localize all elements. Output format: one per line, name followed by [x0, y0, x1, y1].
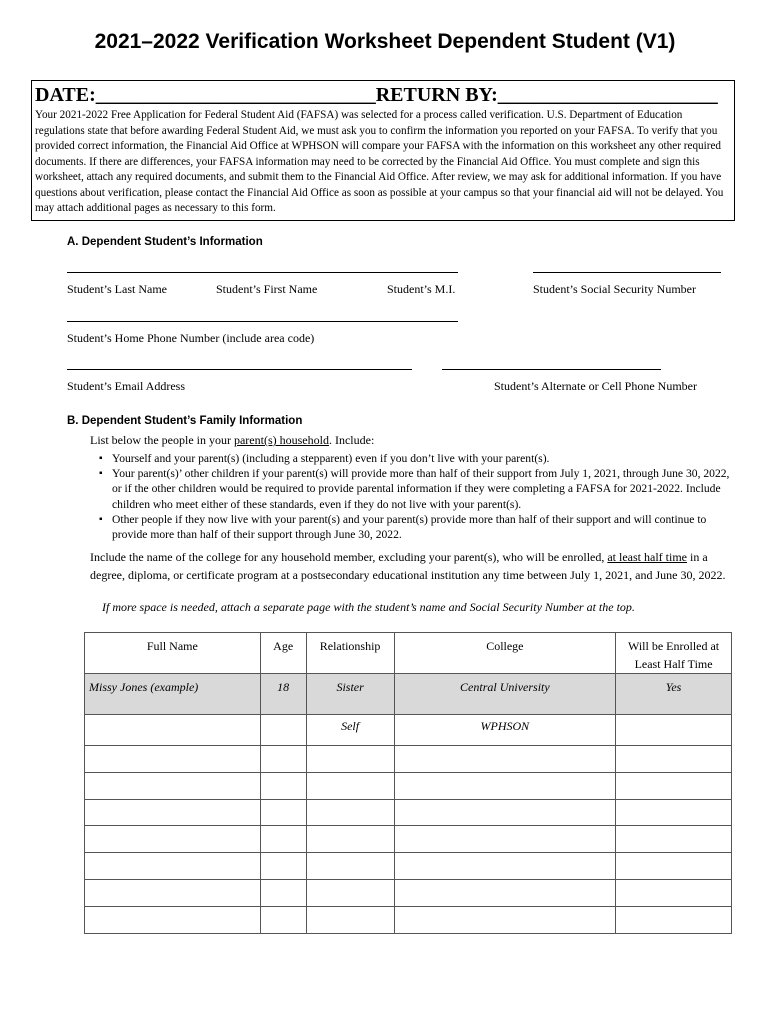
cell-half-time[interactable]	[616, 906, 732, 933]
cell-college[interactable]	[394, 906, 616, 933]
cell-name[interactable]	[85, 906, 261, 933]
cell-half-time[interactable]	[616, 853, 732, 880]
cell-age[interactable]	[260, 772, 306, 799]
extra-space-note: If more space is needed, attach a separate page with the student’s name and Social Security Number at the top.	[102, 600, 635, 614]
cell-half-time: Yes	[616, 674, 732, 715]
cell-age[interactable]	[260, 746, 306, 773]
half-time-text: at least half time	[607, 550, 687, 564]
student-name-field[interactable]	[67, 272, 458, 273]
home-phone-field[interactable]	[67, 321, 458, 322]
mi-label: Student’s M.I.	[387, 282, 456, 296]
college-text-end: in a degree, diploma, or certificate program at a postsecondary educational institution any time between July 1, 2021, and June 30, 2022.	[90, 550, 726, 582]
table-row[interactable]	[85, 879, 732, 906]
table-row[interactable]	[85, 853, 732, 880]
cell-relationship[interactable]	[306, 746, 394, 773]
household-table	[84, 632, 732, 934]
last-name-label: Student’s Last Name	[67, 282, 167, 296]
cell-college[interactable]: WPHSON	[394, 715, 616, 746]
cell-half-time[interactable]	[616, 799, 732, 826]
household-intro-text: List below the people in your	[90, 433, 234, 447]
date-return-line[interactable]: DATE:____________________________RETURN BY:______________________	[35, 84, 718, 106]
cell-college[interactable]	[394, 746, 616, 773]
table-row[interactable]	[85, 772, 732, 799]
cell-name[interactable]	[85, 715, 261, 746]
cell-age[interactable]	[260, 799, 306, 826]
cell-name[interactable]	[85, 799, 261, 826]
table-row[interactable]	[85, 746, 732, 773]
alt-phone-label: Student’s Alternate or Cell Phone Number	[494, 379, 697, 393]
section-a-heading: A. Dependent Student’s Information	[67, 236, 263, 248]
first-name-label: Student’s First Name	[216, 282, 318, 296]
cell-name[interactable]	[85, 826, 261, 853]
cell-name[interactable]	[85, 746, 261, 773]
cell-half-time[interactable]	[616, 826, 732, 853]
table-row[interactable]	[85, 799, 732, 826]
household-intro	[90, 431, 736, 449]
home-phone-label: Student’s Home Phone Number (include area code)	[67, 331, 315, 345]
cell-half-time[interactable]	[616, 879, 732, 906]
cell-college[interactable]	[394, 799, 616, 826]
cell-name: Missy Jones (example)	[85, 674, 261, 715]
intro-paragraph: Your 2021-2022 Free Application for Federal Student Aid (FAFSA) was selected for a process called verification. U.S. Department of Education regulations state that before awarding Federal Student Aid, we must ask you to confirm the information you reported on your FAFSA. To verify that you provided correct information, the Financial Aid Office at WPHSON will compare your FAFSA with the information on this worksheet any other required documents. If there are differences, your FAFSA information may need to be corrected by the Financial Aid Office. You must complete and sign this worksheet, attach any required documents, and submit them to the Financial Aid Office. After review, we may ask for additional information. If you have questions about verification, please contact the Financial Aid Office as soon as possible at your campus so that your financial aid will not be delayed. You may attach additional pages as necessary to this form.	[35, 109, 724, 214]
cell-age[interactable]	[260, 906, 306, 933]
cell-age: 18	[260, 674, 306, 715]
household-intro-end: . Include:	[328, 433, 375, 447]
intro-box	[31, 80, 735, 221]
col-full-name: Full Name	[85, 633, 261, 674]
cell-age[interactable]	[260, 826, 306, 853]
bullet-item: ▪ Yourself and your parent(s) (including a stepparent) even if you don’t live with your parent(s).	[99, 451, 735, 466]
cell-name[interactable]	[85, 772, 261, 799]
col-relationship: Relationship	[306, 633, 394, 674]
cell-relationship[interactable]	[306, 853, 394, 880]
student-ssn-field[interactable]	[533, 272, 721, 273]
table-row[interactable]	[85, 715, 732, 746]
cell-half-time[interactable]	[616, 746, 732, 773]
section-b-heading: B. Dependent Student’s Family Information	[67, 415, 303, 427]
cell-name[interactable]	[85, 853, 261, 880]
cell-relationship[interactable]	[306, 772, 394, 799]
cell-relationship: Sister	[306, 674, 394, 715]
cell-college[interactable]	[394, 826, 616, 853]
page-title: 2021–2022 Verification Worksheet Dependent Student (V1)	[94, 30, 676, 53]
ssn-label: Student’s Social Security Number	[533, 282, 696, 296]
cell-college[interactable]	[394, 772, 616, 799]
cell-relationship[interactable]: Self	[306, 715, 394, 746]
cell-name[interactable]	[85, 879, 261, 906]
cell-college[interactable]	[394, 879, 616, 906]
table-row[interactable]	[85, 826, 732, 853]
cell-college[interactable]	[394, 853, 616, 880]
cell-age[interactable]	[260, 853, 306, 880]
cell-relationship[interactable]	[306, 879, 394, 906]
cell-relationship[interactable]	[306, 906, 394, 933]
cell-relationship[interactable]	[306, 826, 394, 853]
household-bullets	[99, 451, 735, 542]
cell-half-time[interactable]	[616, 715, 732, 746]
col-half-time: Will be Enrolled at Least Half Time	[616, 633, 732, 674]
col-college: College	[394, 633, 616, 674]
email-label: Student’s Email Address	[67, 379, 185, 393]
email-field[interactable]	[67, 369, 412, 370]
table-row[interactable]	[85, 906, 732, 933]
cell-age[interactable]	[260, 879, 306, 906]
col-age: Age	[260, 633, 306, 674]
household-link-text: parent(s) household	[233, 433, 329, 447]
cell-college: Central University	[394, 674, 616, 715]
table-header-row	[85, 633, 732, 674]
cell-half-time[interactable]	[616, 772, 732, 799]
bullet-item: ▪ Your parent(s)’ other children if your parent(s) will provide more than half of their support from July 1, 2021, through June 30, 2022, or if the other children would be required to provide parental information if they were completing a FAFSA for 2021-2022. Include children who meet either of these standards, even if they do not live with your parent(s).	[99, 466, 735, 512]
college-instructions	[90, 548, 736, 584]
college-text: Include the name of the college for any household member, excluding your parent(s), who will be enrolled,	[90, 550, 608, 564]
cell-age[interactable]	[260, 715, 306, 746]
bullet-item: ▪ Other people if they now live with your parent(s) and your parent(s) provide more than half of their support and will continue to provide more than half of their support through June 30, 2022.	[99, 512, 735, 542]
cell-relationship[interactable]	[306, 799, 394, 826]
table-row	[85, 674, 732, 715]
alt-phone-field[interactable]	[442, 369, 661, 370]
